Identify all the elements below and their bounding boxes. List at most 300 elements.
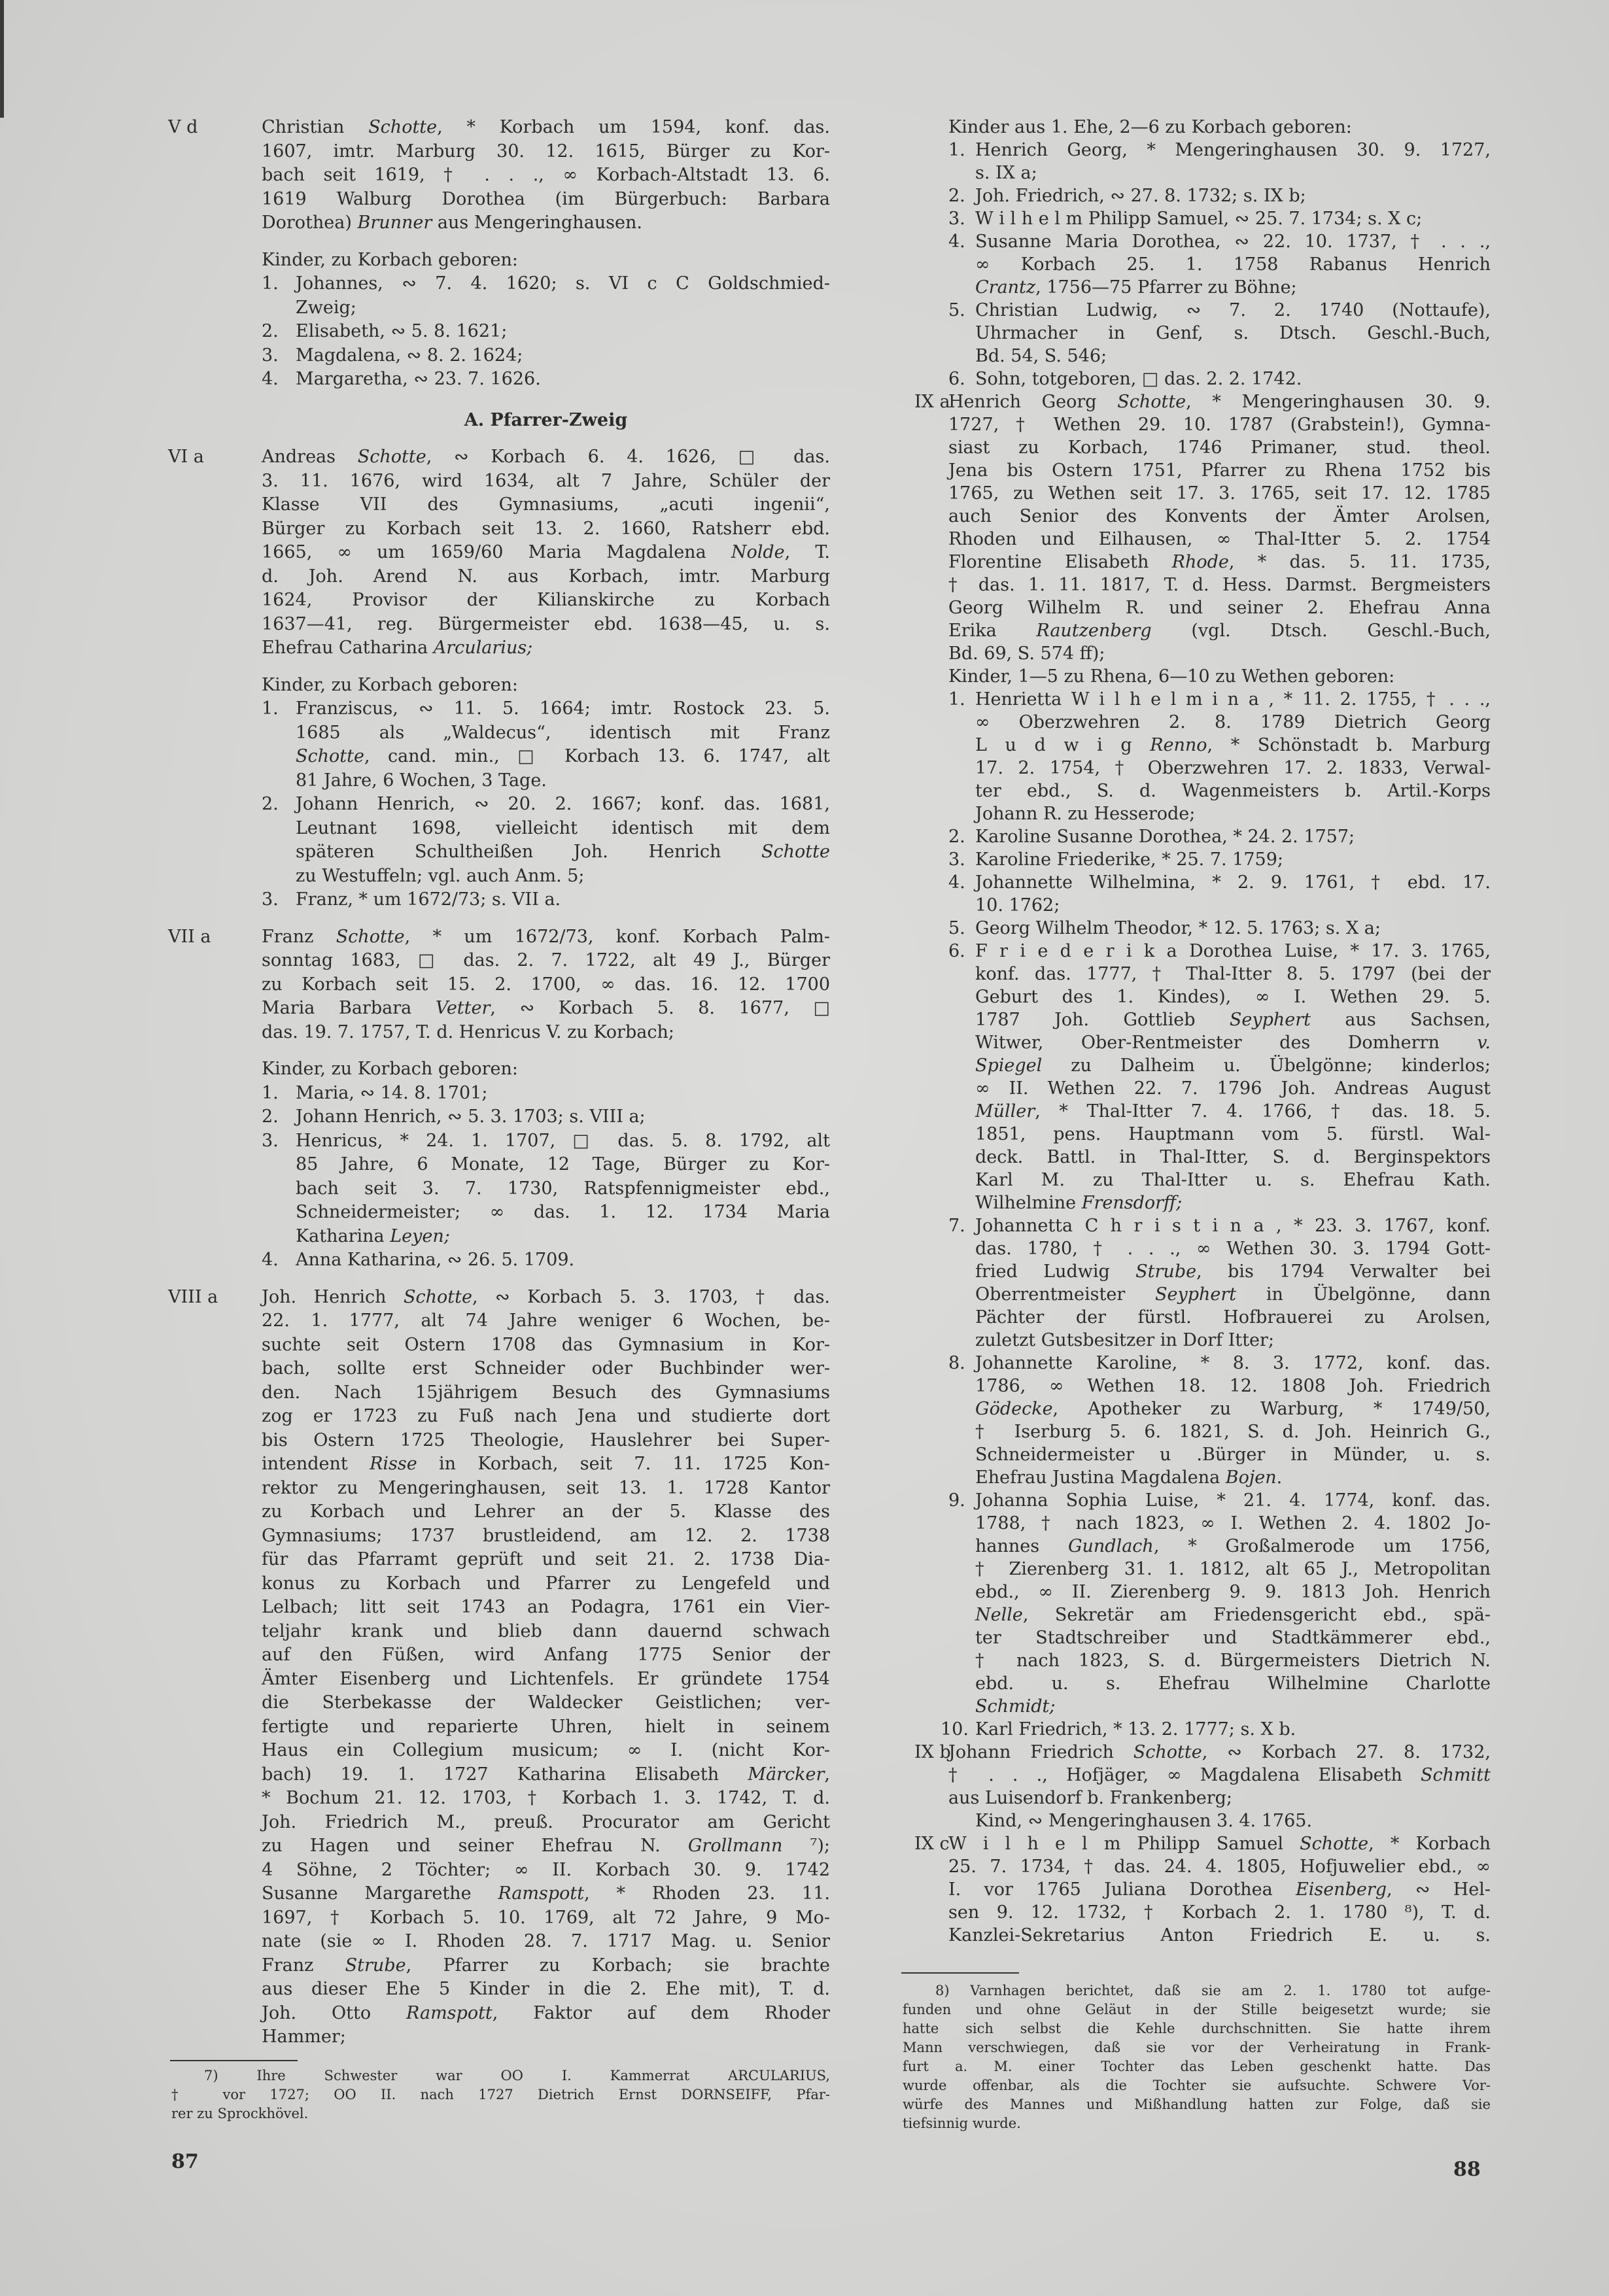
page-number-left: 87: [171, 2150, 199, 2173]
children-intro: [948, 665, 1491, 688]
text-line: Johannes, ∾ 7. 4. 1620; s. VI c C Goldschmied-: [296, 273, 830, 294]
italic-name: Schotte: [1117, 392, 1186, 412]
text-line: [948, 1878, 1491, 1901]
text-line: das. 1780, † . . ., ∞ Wethen 30. 3. 1794 Gott-: [975, 1239, 1491, 1259]
text-segment: , Pfarrer zu Korbach; sie brachte: [406, 1955, 830, 1976]
generation-label: V d: [168, 117, 198, 137]
text-segment: , * um 1672/73, konf. Korbach Palm-: [404, 926, 830, 947]
text-line: Johannetta C h r i s t i n a , * 23. 3. 1767, konf.: [975, 1216, 1491, 1236]
text-line: [975, 1031, 1491, 1054]
text-line: Maria, ∾ 14. 8. 1701;: [296, 1082, 488, 1103]
italic-name: Gödecke: [975, 1399, 1053, 1419]
italic-name: Renno: [1150, 735, 1207, 755]
list-item: [948, 940, 1491, 1214]
text-line: 4 Söhne, 2 Töchter; ∞ II. Korbach 30. 9. 1742: [262, 1859, 830, 1880]
text-line: [975, 1100, 1491, 1123]
text-line: Kind, ∾ Mengeringhausen 3. 4. 1765.: [975, 1811, 1313, 1831]
text-line: zu Westuffeln; vgl. auch Anm. 5;: [296, 865, 585, 886]
text-line: bach seit 1619, † . . ., ∞ Korbach-Altstadt 13. 6.: [262, 165, 830, 185]
footnote-7: [171, 2066, 830, 2123]
text-line: Magdalena, ∾ 8. 2. 1624;: [296, 345, 523, 366]
text-line: wurde offenbar, als die Tochter sie aufsuchte. Schwere Vor-: [903, 2078, 1491, 2093]
list-item: [262, 1105, 830, 1129]
text-line: 10. 1762;: [975, 895, 1060, 916]
text-line: ebd. u. s. Ehefrau Wilhelmine Charlotte: [975, 1673, 1491, 1694]
italic-name: Müller: [975, 1101, 1035, 1122]
text-line: auch Senior des Konvents der Ämter Arolsen,: [948, 506, 1491, 526]
text-segment: fried Ludwig: [975, 1261, 1136, 1282]
text-line: für das Pfarramt geprüft und seit 21. 2. 1738 Dia-: [262, 1549, 830, 1569]
item-number: 4.: [262, 1250, 279, 1270]
scan-edge-shadow: [0, 0, 4, 118]
italic-name: Rautzenberg: [1036, 621, 1152, 641]
list-item: [262, 697, 830, 793]
text-line: [296, 745, 830, 769]
text-segment: späteren Schultheißen Joh. Henrich: [296, 842, 762, 862]
italic-name: Brunner: [357, 213, 432, 233]
text-segment: Susanne Margarethe: [262, 1883, 498, 1904]
text-line: 1619 Walburg Dorothea (im Bürgerbuch: Barbara: [262, 188, 830, 209]
text-segment: W i l h e l m Philipp Samuel: [948, 1834, 1300, 1854]
text-line: [262, 116, 830, 140]
text-line: 25. 7. 1734, † das. 24. 4. 1805, Hofjuwelier ebd., ∞: [948, 1857, 1491, 1877]
text-segment: Witwer, Ober-Rentmeister des Domherrn: [975, 1033, 1478, 1053]
text-segment: Dorothea): [262, 213, 358, 233]
text-segment: ,: [824, 1764, 830, 1785]
text-segment: Johann Friedrich: [948, 1742, 1133, 1762]
text-segment: , * Schönstadt b. Marburg: [1207, 735, 1491, 755]
list-item: [262, 1248, 830, 1273]
text-line: Ämter Eisenberg und Lichtenfels. Er gründete 1754: [262, 1668, 830, 1689]
text-line: ebd., ∞ II. Zierenberg 9. 9. 1813 Joh. Henrich: [975, 1582, 1491, 1602]
list-item: [948, 917, 1491, 940]
text-segment: 1665, ∞ um 1659/60 Maria Magdalena: [262, 542, 731, 562]
italic-name: Schotte: [761, 842, 830, 862]
text-line: zog er 1723 zu Fuß nach Jena und studierte dort: [262, 1406, 830, 1426]
text-line: Karoline Friederike, * 25. 7. 1759;: [975, 849, 1283, 870]
text-segment: Florentine Elisabeth: [948, 552, 1172, 572]
children-list: [262, 1082, 830, 1273]
italic-name: Schotte: [1133, 1742, 1202, 1762]
list-item: [262, 1129, 830, 1249]
text-line: [262, 1834, 830, 1859]
item-number: 1.: [262, 1082, 279, 1103]
footnote-separator-left: [170, 2060, 298, 2061]
children-intro: [262, 1057, 830, 1082]
text-segment: , ∾ Korbach 6. 4. 1626, □ das.: [426, 447, 830, 467]
text-line: sen 9. 12. 1732, † Korbach 2. 1. 1780 ⁸), T. d.: [948, 1902, 1491, 1923]
text-line: 17. 2. 1754, † Oberzwehren 17. 2. 1833, Verwal-: [975, 758, 1491, 778]
text-line: Schneidermeister u .Bürger in Münder, u. s.: [975, 1445, 1491, 1465]
text-line: das. 19. 7. 1757, T. d. Henricus V. zu Korbach;: [262, 1021, 674, 1042]
text-line: [975, 734, 1491, 757]
list-item: [948, 230, 1491, 299]
text-line: † Iserburg 5. 6. 1821, S. d. Joh. Heinrich G.,: [975, 1422, 1491, 1442]
text-segment: I. vor 1765 Juliana Dorothea: [948, 1879, 1296, 1900]
italic-name: Grollmann: [687, 1836, 783, 1856]
text-line: Kanzlei-Sekretarius Anton Friedrich E. u. s.: [948, 1925, 1491, 1945]
text-line: aus Luisendorf b. Frankenberg;: [948, 1788, 1232, 1808]
text-line: Pächter der fürstl. Hofbrauerei zu Arolsen,: [975, 1307, 1491, 1328]
text-line: ter Stadtschreiber und Stadtkämmerer ebd.,: [975, 1628, 1491, 1648]
text-line: aus dieser Ehe 5 Kinder in die 2. Ehe mit), T. d.: [262, 1979, 830, 1999]
text-segment: hannes: [975, 1536, 1068, 1556]
text-segment: Christian: [262, 117, 369, 137]
text-line: [975, 1191, 1491, 1214]
item-number: 1.: [262, 273, 279, 294]
text-line: 1765, zu Wethen seit 17. 3. 1765, seit 17. 12. 1785: [948, 483, 1491, 504]
text-segment: Wilhelmine: [975, 1193, 1082, 1213]
text-line: Uhrmacher in Genf, s. Dtsch. Geschl.-Buch,: [975, 323, 1491, 343]
footnote-8: [903, 1981, 1491, 2133]
text-line: Kinder, zu Korbach geboren:: [262, 674, 519, 695]
text-line: [975, 1466, 1491, 1489]
text-line: 1685 als „Waldecus“, identisch mit Franz: [296, 722, 830, 743]
text-line: [262, 1286, 830, 1310]
text-line: tiefsinnig wurde.: [903, 2116, 1021, 2131]
list-item: [948, 299, 1491, 368]
text-line: Elisabeth, ∾ 5. 8. 1621;: [296, 321, 508, 341]
italic-name: Risse: [370, 1454, 417, 1474]
text-line: Klasse VII des Gymnasiums, „acuti ingenii“,: [262, 494, 830, 515]
text-line: Bürger zu Korbach seit 13. 2. 1660, Ratsherr ebd.: [262, 518, 830, 539]
text-line: furt a. M. einer Tochter das Leben geschenkt hatte. Das: [903, 2059, 1491, 2074]
text-line: Haus ein Collegium musicum; ∞ I. (nicht Kor-: [262, 1740, 830, 1760]
italic-name: Frensdorff;: [1081, 1193, 1183, 1213]
italic-name: Seyphert: [1154, 1284, 1237, 1305]
list-item: [262, 888, 830, 912]
text-line: 8) Varnhagen berichtet, daß sie am 2. 1. 1780 tot aufge-: [935, 1983, 1491, 1998]
text-line: [975, 1283, 1491, 1306]
italic-name: Leyen;: [390, 1225, 450, 1246]
text-line: [262, 445, 830, 470]
text-line: Christian Ludwig, ∾ 7. 2. 1740 (Nottaufe),: [975, 300, 1491, 320]
text-segment: , ∾ Korbach 5. 3. 1703, † das.: [472, 1286, 831, 1307]
page-number-right: 88: [1453, 2158, 1481, 2181]
text-line: Rhoden und Eilhausen, ∞ Thal-Itter 5. 2. 1754: [948, 529, 1491, 549]
text-segment: zu Hagen und seiner Ehefrau N.: [262, 1836, 688, 1856]
text-line: Margaretha, ∾ 23. 7. 1626.: [296, 369, 541, 389]
list-item: [941, 1718, 1491, 1741]
text-line: suchte seit Ostern 1708 das Gymnasium in Kor-: [262, 1334, 830, 1355]
italic-name: Eisenberg: [1296, 1879, 1387, 1900]
children-list: [262, 272, 830, 392]
text-line: Jena bis Ostern 1751, Pfarrer zu Rhena 1752 bis: [948, 460, 1491, 481]
text-line: ∞ Korbach 25. 1. 1758 Rabanus Henrich: [975, 254, 1491, 275]
generation-label: IX a: [914, 392, 950, 412]
text-segment: Franz: [262, 926, 336, 947]
text-line: 1624, Provisor der Kilianskirche zu Korbach: [262, 590, 830, 610]
text-line: 1607, imtr. Marburg 30. 12. 1615, Bürger zu Kor-: [262, 141, 830, 162]
text-line: deck. Battl. in Thal-Itter, S. d. Berginspektors: [975, 1147, 1491, 1167]
text-segment: L u d w i g: [975, 735, 1151, 755]
left-page-column: [168, 116, 831, 2049]
children-intro: [948, 116, 1491, 139]
text-line: Georg Wilhelm Theodor, * 12. 5. 1763; s. X a;: [975, 918, 1381, 938]
text-line: [975, 1535, 1491, 1558]
text-line: [948, 390, 1491, 413]
italic-name: Strube: [345, 1955, 406, 1976]
text-segment: intendent: [262, 1454, 370, 1474]
text-segment: ⁷);: [782, 1836, 830, 1856]
text-segment: , ∾ Korbach 5. 8. 1677, □: [490, 998, 831, 1018]
text-line: [975, 1397, 1491, 1420]
text-line: W i l h e l m Philipp Samuel, ∾ 25. 7. 1734; s. X c;: [975, 209, 1423, 229]
text-segment: .: [1276, 1467, 1283, 1488]
text-line: [948, 619, 1491, 642]
list-item: [948, 688, 1491, 825]
text-line: Sohn, totgeboren, □ das. 2. 2. 1742.: [975, 369, 1302, 389]
text-line: den. Nach 15jährigem Besuch des Gymnasiums: [262, 1382, 830, 1403]
text-line: Karl M. zu Thal-Itter u. s. Ehefrau Kath.: [975, 1170, 1491, 1190]
italic-name: Nelle: [975, 1605, 1023, 1625]
list-item: [948, 1352, 1491, 1489]
text-line: Johannette Wilhelmina, * 2. 9. 1761, † ebd. 17.: [975, 872, 1491, 893]
text-line: [975, 1695, 1491, 1718]
text-line: zuletzt Gutsbesitzer in Dorf Itter;: [975, 1330, 1275, 1350]
children-list: [262, 697, 830, 912]
text-line: konf. das. 1777, † Thal-Itter 8. 5. 1797 (bei der: [975, 964, 1491, 984]
text-line: Franz, * um 1672/73; s. VII a.: [296, 889, 561, 910]
generation-label: VI a: [168, 447, 204, 467]
text-line: Lelbach; litt seit 1743 an Podagra, 1761 ein Vier-: [262, 1597, 830, 1617]
text-segment: Oberrentmeister: [975, 1284, 1155, 1305]
text-line: [262, 1954, 830, 1978]
italic-name: Spiegel: [975, 1055, 1043, 1076]
item-number: 4.: [948, 231, 965, 252]
text-segment: aus Mengeringhausen.: [432, 213, 642, 233]
text-line: [296, 1225, 830, 1249]
text-segment: Joh. Otto: [262, 2002, 407, 2023]
text-segment: , ∾ Hel-: [1387, 1879, 1491, 1900]
text-line: fertigte und reparierte Uhren, hielt in seinem: [262, 1716, 830, 1737]
genealogy-entry: [168, 925, 831, 1045]
text-line: Kinder, zu Korbach geboren:: [262, 1059, 519, 1079]
text-line: Leutnant 1698, vielleicht identisch mit dem: [296, 817, 830, 838]
italic-name: Schotte: [357, 447, 426, 467]
text-segment: , Sekretär am Friedensgericht ebd., spä-: [1022, 1605, 1491, 1625]
text-line: Johanna Sophia Luise, * 21. 4. 1774, konf. das.: [975, 1490, 1491, 1511]
text-line: Gymnasiums; 1737 brustleidend, am 12. 2. 1738: [262, 1525, 830, 1546]
text-line: Kinder, zu Korbach geboren:: [262, 249, 519, 270]
text-line: Kinder aus 1. Ehe, 2—6 zu Korbach geboren:: [948, 117, 1352, 137]
item-number: 2.: [262, 321, 279, 341]
right-page-column: [914, 116, 1491, 1947]
text-segment: Erika: [948, 621, 1037, 641]
text-segment: Ehefrau Catharina: [262, 638, 434, 658]
italic-name: Gundlach: [1067, 1536, 1154, 1556]
item-number: 2.: [262, 794, 279, 814]
text-segment: Henrich Georg: [948, 392, 1118, 412]
item-number: 5.: [948, 918, 965, 938]
text-line: Franziscus, ∾ 11. 5. 1664; imtr. Rostock 23. 5.: [296, 698, 830, 719]
text-line: Joh. Friedrich, ∾ 27. 8. 1732; s. IX b;: [975, 186, 1306, 206]
italic-name: Nolde: [731, 542, 785, 562]
text-line: Henrich Georg, * Mengeringhausen 30. 9. 1727,: [975, 140, 1491, 160]
text-line: teljahr krank und blieb dann dauernd schwach: [262, 1620, 830, 1641]
text-line: auf den Füßen, wird Anfang 1775 Senior der: [262, 1645, 830, 1665]
text-segment: in Übelgönne, dann: [1236, 1284, 1491, 1305]
italic-name: Schotte: [296, 746, 364, 766]
text-line: bach seit 3. 7. 1730, Ratspfennigmeister ebd.,: [296, 1178, 830, 1199]
italic-name: Schotte: [403, 1286, 472, 1307]
text-line: 1637—41, reg. Bürgermeister ebd. 1638—45, u. s.: [262, 613, 830, 634]
text-line: siast zu Korbach, 1746 Primaner, stud. theol.: [948, 437, 1491, 458]
genealogy-entry: [168, 1286, 831, 2049]
item-number: 4.: [262, 369, 279, 389]
text-line: ∞ Oberzwehren 2. 8. 1789 Dietrich Georg: [975, 712, 1491, 732]
list-item: [948, 825, 1491, 848]
italic-name: Strube: [1135, 1261, 1197, 1282]
item-number: 1.: [948, 140, 965, 160]
italic-name: Vetter: [435, 998, 491, 1018]
text-line: Johann R. zu Hesserode;: [975, 804, 1196, 824]
text-line: 1851, pens. Hauptmann vom 5. fürstl. Wal-: [975, 1124, 1491, 1144]
italic-name: Crantz: [975, 277, 1036, 298]
italic-name: Seyphert: [1229, 1010, 1311, 1030]
text-line: 85 Jahre, 6 Monate, 12 Tage, Bürger zu Kor-: [296, 1154, 830, 1174]
text-line: [262, 636, 830, 660]
text-line: bach, sollte erst Schneider oder Buchbinder wer-: [262, 1358, 830, 1379]
italic-name: Schmitt: [1421, 1765, 1491, 1785]
italic-name: Schotte: [336, 926, 405, 947]
list-item: [262, 344, 830, 368]
text-segment: , Apotheker zu Warburg, * 1749/50,: [1052, 1399, 1491, 1419]
item-number: 3.: [262, 889, 279, 910]
item-number: 6.: [948, 369, 965, 389]
text-line: Johann Henrich, ∾ 20. 2. 1667; konf. das. 1681,: [296, 794, 830, 814]
italic-name: Schotte: [1300, 1834, 1369, 1854]
text-line: [975, 1054, 1491, 1077]
item-number: 2.: [262, 1106, 279, 1127]
text-line: Anna Katharina, ∾ 26. 5. 1709.: [296, 1250, 575, 1270]
text-line: Joh. Friedrich M., preuß. Procurator am Gericht: [262, 1811, 830, 1832]
list-item: [948, 368, 1491, 390]
text-line: würfe des Mannes und Mißhandlung hatten zur Folge, daß sie: [903, 2097, 1491, 2112]
italic-name: Märcker: [748, 1764, 825, 1785]
text-line: [262, 925, 830, 950]
text-line: [262, 997, 830, 1021]
genealogy-entry: [168, 445, 830, 660]
text-segment: Maria Barbara: [262, 998, 436, 1018]
text-segment: , T.: [784, 542, 830, 562]
list-item: [948, 1214, 1491, 1352]
text-segment: Katharina: [296, 1225, 390, 1246]
text-line: 1788, † nach 1823, ∞ I. Wethen 2. 4. 1802 Jo-: [975, 1513, 1491, 1534]
text-segment: Franz: [262, 1955, 345, 1976]
list-item: [262, 793, 830, 888]
generation-label: VII a: [168, 926, 211, 947]
item-number: 7.: [948, 1216, 965, 1236]
text-segment: in Korbach, seit 7. 11. 1725 Kon-: [417, 1454, 830, 1474]
text-line: 1786, ∞ Wethen 18. 12. 1808 Joh. Friedrich: [975, 1376, 1491, 1396]
item-number: 10.: [941, 1719, 969, 1739]
text-segment: Ehefrau Justina Magdalena: [975, 1467, 1226, 1488]
text-line: Geburt des 1. Kindes), ∞ I. Wethen 29. 5.: [975, 987, 1491, 1007]
italic-name: Rhode: [1171, 552, 1229, 572]
text-line: 1727, † Wethen 29. 10. 1787 (Grabstein!), Gymna-: [948, 415, 1491, 435]
item-number: 2.: [948, 186, 965, 206]
text-segment: , * das. 5. 11. 1735,: [1228, 552, 1491, 572]
text-line: [975, 1008, 1491, 1031]
item-number: 1.: [948, 689, 965, 710]
text-line: [262, 1882, 830, 1906]
item-number: 3.: [948, 849, 965, 870]
item-number: 6.: [948, 941, 965, 961]
item-number: 3.: [262, 1130, 279, 1151]
item-number: 3.: [262, 345, 279, 366]
text-segment: (vgl. Dtsch. Geschl.-Buch,: [1151, 621, 1491, 641]
text-segment: , Faktor auf dem Rhoder: [492, 2002, 830, 2023]
text-line: [975, 1603, 1491, 1626]
item-number: 9.: [948, 1490, 965, 1511]
text-line: [262, 211, 830, 235]
text-line: [296, 840, 830, 865]
text-line: [262, 541, 830, 565]
text-segment: 1787 Joh. Gottlieb: [975, 1010, 1230, 1030]
text-line: sonntag 1683, □ das. 2. 7. 1722, alt 49 J., Bürger: [262, 950, 830, 970]
text-line: funden und ohne Geläut in der Stille beigesetzt wurde; sie: [903, 2002, 1491, 2017]
text-segment: , bis 1794 Verwalter bei: [1196, 1261, 1491, 1282]
list-item: [262, 272, 830, 320]
italic-name: Schotte: [368, 117, 438, 137]
text-segment: bach) 19. 1. 1727 Katharina Elisabeth: [262, 1764, 748, 1785]
italic-name: Arcularius;: [433, 638, 533, 658]
text-segment: Joh. Henrich: [262, 1286, 404, 1307]
list-item: [948, 1489, 1491, 1718]
generation-label: IX b: [914, 1742, 951, 1762]
text-line: [948, 1741, 1491, 1764]
text-line: Johannette Karoline, * 8. 3. 1772, konf. das.: [975, 1353, 1491, 1373]
genealogy-entry: [914, 1741, 1491, 1809]
footnote-separator-right: [901, 1972, 1019, 1974]
item-number: 2.: [948, 827, 965, 847]
text-line: † das. 1. 11. 1817, T. d. Hess. Darmst. Bergmeisters: [948, 575, 1491, 595]
text-line: 22. 1. 1777, alt 74 Jahre weniger 6 Wochen, be-: [262, 1311, 830, 1331]
genealogy-entry: [914, 390, 1491, 665]
text-line: hatte sich selbst die Kehle durchschnitten. Sie hatte ihrem: [903, 2021, 1491, 2036]
text-segment: aus Sachsen,: [1311, 1010, 1491, 1030]
text-line: s. IX a;: [975, 163, 1037, 183]
text-line: * Bochum 21. 12. 1703, † Korbach 1. 3. 1742, T. d.: [262, 1788, 830, 1808]
text-line: [262, 1452, 830, 1477]
item-number: 1.: [262, 698, 279, 719]
list-item: [262, 368, 830, 392]
text-line: Susanne Maria Dorothea, ∾ 22. 10. 1737, † . . .,: [975, 231, 1491, 252]
text-line: Mann verschwiegen, daß sie vor der Verheiratung in Frank-: [903, 2040, 1491, 2055]
italic-name: v.: [1477, 1033, 1491, 1053]
italic-name: Ramspott: [406, 2002, 493, 2023]
text-line: bis Ostern 1725 Theologie, Hauslehrer bei Super-: [262, 1430, 830, 1450]
text-segment: † . . ., Hofjäger, ∞ Magdalena Elisabeth: [948, 1765, 1421, 1785]
text-line: † Zierenberg 31. 1. 1812, alt 65 J., Metropolitan: [975, 1559, 1491, 1579]
italic-name: Schmidt;: [975, 1696, 1056, 1717]
text-line: [948, 1764, 1491, 1787]
list-item: [262, 1082, 830, 1106]
list-item: [948, 207, 1491, 230]
text-segment: , 1756—75 Pfarrer zu Böhne;: [1035, 277, 1297, 298]
text-line: 81 Jahre, 6 Wochen, 3 Tage.: [296, 770, 547, 791]
text-line: Bd. 69, S. 574 ff);: [948, 643, 1105, 664]
list-item: [262, 320, 830, 344]
text-line: Zweig;: [296, 297, 356, 318]
text-segment: , * Rhoden 23. 11.: [584, 1883, 830, 1904]
text-segment: , cand. min., □ Korbach 13. 6. 1747, alt: [364, 746, 830, 766]
text-segment: , * Großalmerode um 1756,: [1153, 1536, 1491, 1556]
list-item: [948, 139, 1491, 184]
list-item: [948, 871, 1491, 917]
text-segment: Andreas: [262, 447, 358, 467]
